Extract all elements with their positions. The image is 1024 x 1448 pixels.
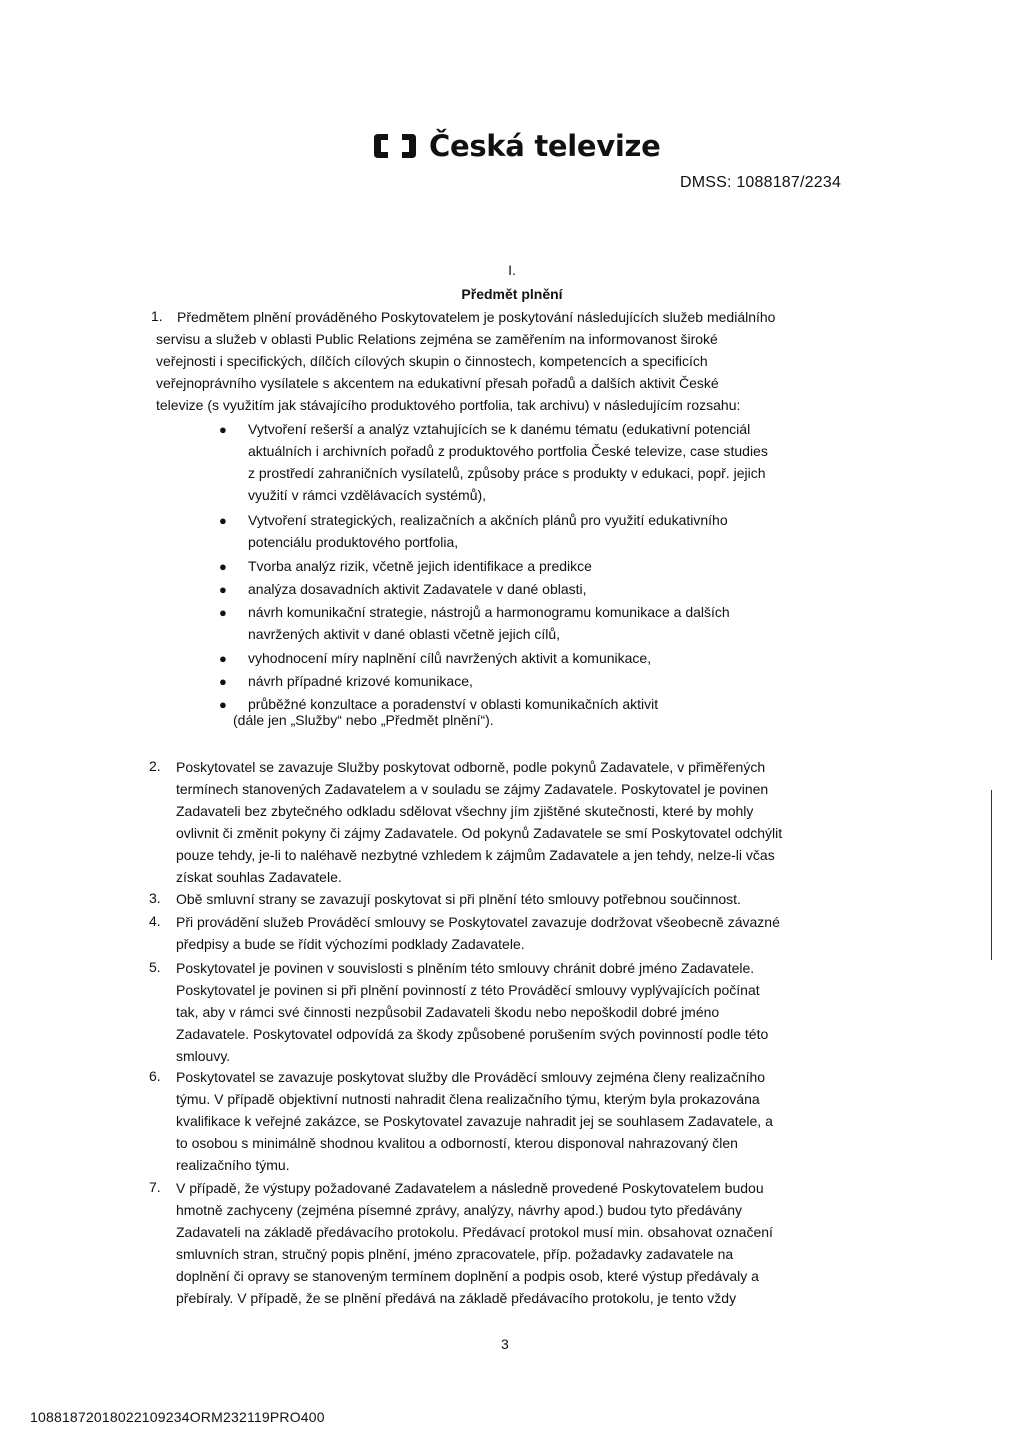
clause-line: kvalifikace k veřejné zakázce, se Poskytovatel zavazuje nahradit jej se souhlasem Zadavatele, a [176, 1113, 773, 1129]
list-item [248, 509, 869, 553]
clause-line: Poskytovatel je povinen v souvislosti s plněním této smlouvy chránit dobré jméno Zadavatele. [176, 960, 755, 976]
clause-line: Zadavateli na základě předávacího protokolu. Předávací protokol musí min. obsahovat označení [176, 1224, 773, 1240]
clause-line: Obě smluvní strany se zavazují poskytovat si při plnění této smlouvy potřebnou součinnost. [176, 891, 741, 907]
list-item-line: průběžné konzultace a poradenství v oblasti komunikačních aktivit [248, 696, 659, 712]
clause-line: hmotně zachyceny (zejména písemné zprávy, analýzy, návrhy apod.) budou tyto předávány [176, 1202, 743, 1218]
list-item-line: Tvorba analýz rizik, včetně jejich identifikace a predikce [248, 558, 592, 574]
clause-number-6: 6. [149, 1068, 161, 1084]
list-item [248, 418, 869, 506]
clause-line: doplnění či opravy se stanoveným termínem doplnění a podpis osob, které výstup předávaly a [176, 1268, 759, 1284]
list-item [248, 670, 869, 692]
list-item-line: Vytvoření rešerší a analýz vztahujících se k danému tématu (edukativní potenciál [248, 421, 751, 437]
definition-note: (dále jen „Služby“ nebo „Předmět plnění“). [233, 712, 494, 728]
clause-number-5: 5. [149, 959, 161, 975]
ceska-televize-logo [369, 130, 661, 162]
clause-line: Poskytovatel je povinen si při plnění povinností z této Prováděcí smlouvy vyplývajících počínat [176, 982, 760, 998]
clause-2 [176, 756, 869, 888]
clause-line: pouze tehdy, je-li to naléhavě nezbytné vzhledem k zájmům Zadavatele a jen tehdy, nelze-li včas [176, 847, 775, 863]
clause-line: předpisy a bude se řídit výchozími podklady Zadavatele. [176, 936, 525, 952]
list-item-line: využití v rámci vzdělávacích systémů), [248, 487, 487, 503]
clause-line: Poskytovatel se zavazuje poskytovat služby dle Prováděcí smlouvy zejména členy realizačního [176, 1069, 766, 1085]
list-item-line: návrh případné krizové komunikace, [248, 673, 473, 689]
clause-line: Zadavatele. Poskytovatel odpovídá za škody způsobené porušením svých povinností podle této [176, 1026, 769, 1042]
list-item-line: Vytvoření strategických, realizačních a akčních plánů pro využití edukativního [248, 512, 728, 528]
list-item [248, 555, 869, 577]
list-item-line: z prostředí zahraničních vysílatelů, způsoby práce s produkty v edukaci, popř. jejich [248, 465, 766, 481]
bullet-icon: ● [219, 674, 227, 689]
list-item-line: aktuálních i archivních pořadů z produktového portfolia České televize, case studies [248, 443, 768, 459]
clause-line: Poskytovatel se zavazuje Služby poskytovat odborně, podle pokynů Zadavatele, v přiměřených [176, 759, 766, 775]
clause-line: Předmětem plnění prováděného Poskytovatelem je poskytování následujících služeb mediálního [177, 309, 776, 325]
list-item-line: potenciálu produktového portfolia, [248, 534, 459, 550]
list-item [248, 601, 869, 645]
clause-line: přebíraly. V případě, že se plnění předává na základě předávacího protokolu, je tento vždy [176, 1290, 737, 1306]
clause-number-4: 4. [149, 913, 161, 929]
clause-3 [176, 888, 869, 910]
clause-line: Při provádění služeb Prováděcí smlouvy se Poskytovatel zavazuje dodržovat všeobecně závazné [176, 914, 780, 930]
list-item-line: navržených aktivit v dané oblasti včetně jejich cílů, [248, 626, 561, 642]
clause-line: termínech stanovených Zadavatelem a v souladu se zájmy Zadavatele. Poskytovatel je povinen [176, 781, 769, 797]
ct-logo-icon [369, 130, 421, 162]
clause-number-2: 2. [149, 758, 161, 774]
margin-line [991, 790, 992, 960]
clause-line: veřejnosti i specifických, dílčích cílových skupin o činnostech, kompetencích a specificích [156, 353, 708, 369]
clause-number-1: 1. [151, 308, 163, 324]
clause-line: týmu. V případě objektivní nutnosti nahradit člena realizačního týmu, kterým byla prokazována [176, 1091, 760, 1107]
clause-line: tak, aby v rámci své činnosti nezpůsobil Zadavateli škodu nebo nepoškodil dobré jméno [176, 1004, 720, 1020]
clause-number-3: 3. [149, 890, 161, 906]
clause-line: ovlivnit či změnit pokyny či zájmy Zadavatele. Od pokynů Zadavatele se smí Poskytovatel odchýlit [176, 825, 783, 841]
clause-line: veřejnoprávního vysílatele s akcentem na edukativní přesah pořadů a dalších aktivit České [156, 375, 719, 391]
bullet-icon: ● [219, 513, 227, 528]
list-item [248, 578, 869, 600]
list-item-line: analýza dosavadních aktivit Zadavatele v dané oblasti, [248, 581, 587, 597]
clause-line: to osobou s minimálně shodnou kvalitou a odborností, kterou disponoval nahrazovaný člen [176, 1135, 738, 1151]
bullet-icon: ● [219, 697, 227, 712]
section-number: I. [508, 262, 516, 278]
list-item [248, 647, 869, 669]
bullet-icon: ● [219, 559, 227, 574]
section-title: Předmět plnění [461, 286, 563, 302]
bullet-icon: ● [219, 651, 227, 666]
bullet-icon: ● [219, 422, 227, 437]
clause-line: Zadavateli bez zbytečného odkladu sdělovat všechny jím zjištěné skutečnosti, které by mohly [176, 803, 754, 819]
clause-6 [176, 1066, 869, 1176]
clause-line: smluvních stran, stručný popis plnění, jméno zpracovatele, příp. požadavky zadavatele na [176, 1246, 734, 1262]
clause-line: televize (s využitím jak stávajícího produktového portfolia, tak archivu) v následujícím rozsahu: [156, 397, 741, 413]
list-item-line: vyhodnocení míry naplnění cílů navržených aktivit a komunikace, [248, 650, 652, 666]
clause-line: získat souhlas Zadavatele. [176, 869, 342, 885]
dmss-number: DMSS: 1088187/2234 [680, 174, 842, 191]
clause-line: smlouvy. [176, 1048, 231, 1064]
clause-5 [176, 957, 869, 1067]
clause-line: servisu a služeb v oblasti Public Relations zejména se zaměřením na informovanost široké [156, 331, 718, 347]
bullet-icon: ● [219, 605, 227, 620]
clause-4 [176, 911, 869, 955]
page-number: 3 [501, 1336, 509, 1352]
clause-7 [176, 1177, 869, 1309]
logo-text: Česká televize [429, 129, 661, 163]
document-code: 10881872018022109234ORM232119PRO400 [30, 1409, 325, 1425]
clause-line: realizačního týmu. [176, 1157, 290, 1173]
bullet-icon: ● [219, 582, 227, 597]
list-item-line: návrh komunikační strategie, nástrojů a harmonogramu komunikace a dalších [248, 604, 730, 620]
clause-number-7: 7. [149, 1179, 161, 1195]
clause-1 [156, 306, 869, 416]
clause-line: V případě, že výstupy požadované Zadavatelem a následně provedené Poskytovatelem budou [176, 1180, 764, 1196]
